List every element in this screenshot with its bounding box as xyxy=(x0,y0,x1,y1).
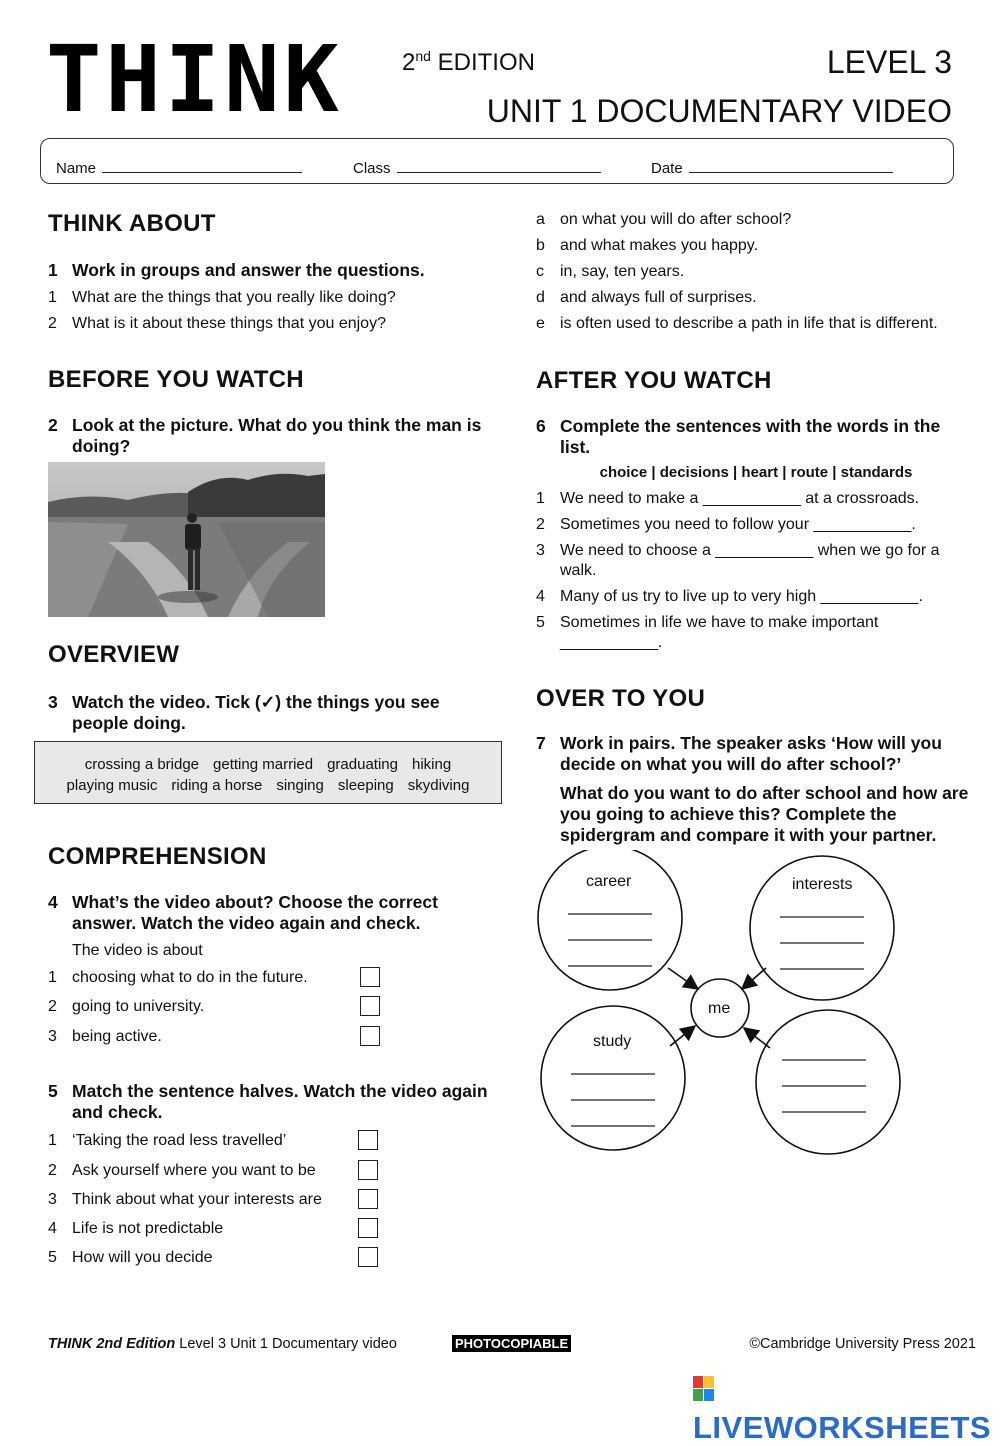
question-5: 5 Match the sentence halves. Watch the video again and check. xyxy=(48,1081,488,1122)
match-box[interactable] xyxy=(358,1189,378,1209)
study-bubble xyxy=(541,1006,685,1150)
gap-sentence[interactable]: 4 Many of us try to live up to very high ___________. xyxy=(536,588,923,605)
match-box[interactable] xyxy=(358,1247,378,1267)
activity-word: crossing a bridge xyxy=(84,756,200,773)
class-field[interactable]: Class xyxy=(353,158,601,177)
career-label: career xyxy=(586,873,632,890)
question-4-intro: The video is about xyxy=(72,942,203,959)
word-list: choice | decisions | heart | route | standards xyxy=(599,464,913,481)
sentence-ending: e is often used to describe a path in life that is different. xyxy=(536,315,938,332)
gap-sentence[interactable]: 2 Sometimes you need to follow your ___________. xyxy=(536,516,916,533)
before-you-watch-heading: BEFORE YOU WATCH xyxy=(48,366,304,393)
activity-word: getting married xyxy=(213,756,314,773)
question-4: 4 What’s the video about? Choose the correct answer. Watch the video again and check. xyxy=(48,892,438,933)
answer-checkbox[interactable] xyxy=(360,996,380,1016)
hiker-photo xyxy=(48,462,325,617)
me-label: me xyxy=(708,1000,731,1017)
edition-label: 2nd EDITION xyxy=(402,48,535,76)
sentence-ending: b and what makes you happy. xyxy=(536,237,759,254)
liveworksheets-logo[interactable]: LIVEWORKSHEETS xyxy=(693,1372,1000,1446)
activity-word: playing music xyxy=(66,777,158,794)
name-field[interactable]: Name xyxy=(56,158,302,177)
question-2: 2 Look at the picture. What do you think the man is doing? xyxy=(48,415,482,456)
after-you-watch-heading: AFTER YOU WATCH xyxy=(536,367,772,394)
sentence-ending: c in, say, ten years. xyxy=(536,263,685,280)
question-6: 6 Complete the sentences with the words in the list. xyxy=(536,416,941,457)
answer-checkbox[interactable] xyxy=(360,967,380,987)
activity-word: sleeping xyxy=(337,777,394,794)
match-box[interactable] xyxy=(358,1218,378,1238)
photocopiable-badge: PHOTOCOPIABLE xyxy=(452,1335,571,1352)
activity-word-box xyxy=(34,741,502,804)
think-about-heading: THINK ABOUT xyxy=(48,210,216,237)
sentence-half: 2 Ask yourself where you want to be xyxy=(48,1162,316,1179)
blank-bubble xyxy=(756,1010,900,1154)
answer-option: 3 being active. xyxy=(48,1028,162,1045)
interests-label: interests xyxy=(792,876,853,893)
overview-heading: OVERVIEW xyxy=(48,641,180,668)
answer-option: 2 going to university. xyxy=(48,998,205,1015)
think-item: 2 What is it about these things that you enjoy? xyxy=(48,315,386,332)
sentence-half: 5 How will you decide xyxy=(48,1249,213,1266)
activity-word: hiking xyxy=(412,756,452,773)
liveworksheets-icon xyxy=(693,1374,715,1410)
unit-title: UNIT 1 DOCUMENTARY VIDEO xyxy=(486,93,952,129)
answer-checkbox[interactable] xyxy=(360,1026,380,1046)
career-bubble xyxy=(538,850,682,990)
activity-word: graduating xyxy=(327,756,398,773)
sentence-half: 1 ‘Taking the road less travelled’ xyxy=(48,1132,287,1149)
sentence-half: 4 Life is not predictable xyxy=(48,1220,224,1237)
gap-sentence[interactable]: 3 We need to choose a ___________ when we go for a walk. xyxy=(536,542,940,579)
match-box[interactable] xyxy=(358,1160,378,1180)
question-7-task: What do you want to do after school and how are you going to achieve this? Complete the spidergram and compare it with your partner. xyxy=(560,783,969,845)
think-item: 1 What are the things that you really like doing? xyxy=(48,289,396,306)
date-field[interactable]: Date xyxy=(651,158,893,177)
activity-word: riding a horse xyxy=(171,777,263,794)
match-box[interactable] xyxy=(358,1130,378,1150)
gap-sentence[interactable]: 5 Sometimes in life we have to make important ___________. xyxy=(536,614,879,651)
question-1: 1 Work in groups and answer the questions. xyxy=(48,260,425,280)
sentence-ending: a on what you will do after school? xyxy=(536,211,792,228)
comprehension-heading: COMPREHENSION xyxy=(48,843,267,870)
copyright: ©Cambridge University Press 2021 xyxy=(749,1336,976,1352)
question-7: 7 Work in pairs. The speaker asks ‘How will you decide on what you will do after school?’ xyxy=(536,733,942,774)
study-label: study xyxy=(593,1033,632,1050)
footer-credit: THINK 2nd Edition Level 3 Unit 1 Documentary video xyxy=(48,1336,397,1352)
sentence-ending: d and always full of surprises. xyxy=(536,289,757,306)
question-3: 3 Watch the video. Tick (✓) the things you see people doing. xyxy=(48,692,440,733)
activity-word: skydiving xyxy=(407,777,470,794)
gap-sentence[interactable]: 1 We need to make a ___________ at a crossroads. xyxy=(536,490,920,507)
activity-word: singing xyxy=(276,777,324,794)
sentence-half: 3 Think about what your interests are xyxy=(48,1191,322,1208)
spidergram xyxy=(530,850,990,1160)
over-to-you-heading: OVER TO YOU xyxy=(536,685,706,712)
level-label: LEVEL 3 xyxy=(826,44,952,80)
answer-option: 1 choosing what to do in the future. xyxy=(48,969,308,986)
think-logo: THINK xyxy=(46,26,343,133)
